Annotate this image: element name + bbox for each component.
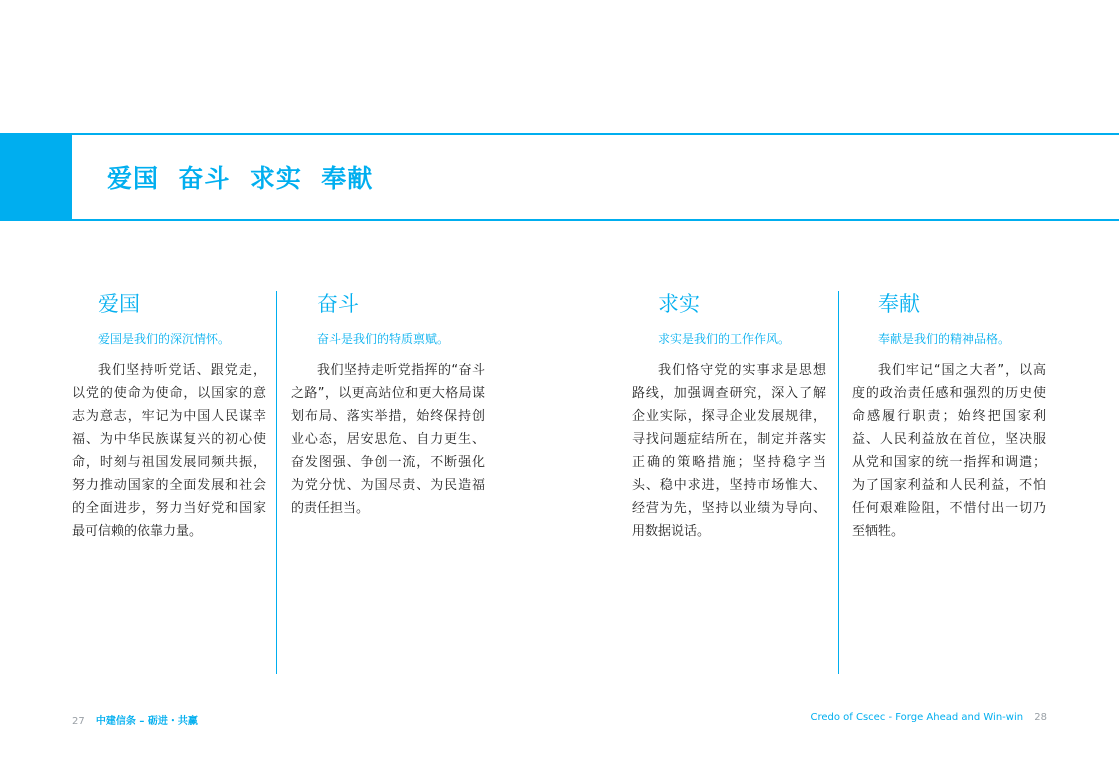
section-subtitle: 奋斗是我们的特质禀赋。 xyxy=(317,332,450,346)
footer-right xyxy=(810,712,1047,723)
section-patriotism xyxy=(72,290,266,543)
section-body: 我们坚持听党话、跟党走，以党的使命为使命，以国家的意志为意志，牢记为中国人民谋幸福、为中华民族谋复兴的初心使命，时刻与祖国发展同频共振，努力推动国家的全面发展和社会的全面进步，努力当好党和国家最可信赖的依靠力量。 xyxy=(72,363,266,539)
section-body: 我们牢记“国之大者”，以高度的政治责任感和强烈的历史使命感履行职责；始终把国家利益、人民利益放在首位，坚决服从党和国家的统一指挥和调遣；为了国家利益和人民利益，不怕任何艰难险阻，不惜付出一切乃至牺牲。 xyxy=(852,363,1046,539)
section-heading: 奋斗 xyxy=(317,292,359,316)
footer-title-right: Credo of Cscec - Forge Ahead and Win-win xyxy=(810,712,1024,723)
section-body: 我们坚持走听党指挥的“奋斗之路”，以更高站位和更大格局谋划布局、落实举措，始终保持创业心态，居安思危、自力更生、奋发图强、争创一流，不断强化为党分忧、为国尽责、为民造福的责任担当。 xyxy=(291,363,485,516)
page-title: 爱国 奋斗 求实 奉献 xyxy=(107,164,374,193)
section-striving xyxy=(291,290,485,520)
section-heading: 奉献 xyxy=(878,292,920,316)
banner-top-rule xyxy=(72,133,1119,135)
section-subtitle: 爱国是我们的深沉情怀。 xyxy=(98,332,231,346)
page-number-right: 28 xyxy=(1034,712,1047,723)
section-body: 我们恪守党的实事求是思想路线，加强调查研究，深入了解企业实际，探寻企业发展规律，寻找问题症结所在，制定并落实正确的策略措施；坚持稳字当头、稳中求进，坚持市场惟大、经营为先，坚持以业绩为导向、用数据说话。 xyxy=(632,363,826,539)
footer-left xyxy=(72,712,198,727)
title-banner xyxy=(0,133,1119,221)
section-pragmatism xyxy=(632,290,826,543)
section-subtitle: 求实是我们的工作作风。 xyxy=(658,332,791,346)
page-number-left: 27 xyxy=(72,716,85,727)
banner-bottom-rule xyxy=(72,219,1119,221)
section-subtitle: 奉献是我们的精神品格。 xyxy=(878,332,1011,346)
banner-accent-block xyxy=(0,133,72,221)
section-heading: 爱国 xyxy=(98,292,140,316)
column-divider xyxy=(838,291,839,674)
section-dedication xyxy=(852,290,1046,543)
column-divider xyxy=(276,291,277,674)
section-heading: 求实 xyxy=(658,292,700,316)
footer-title-left: 中建信条 – 砺进・共赢 xyxy=(95,716,198,727)
